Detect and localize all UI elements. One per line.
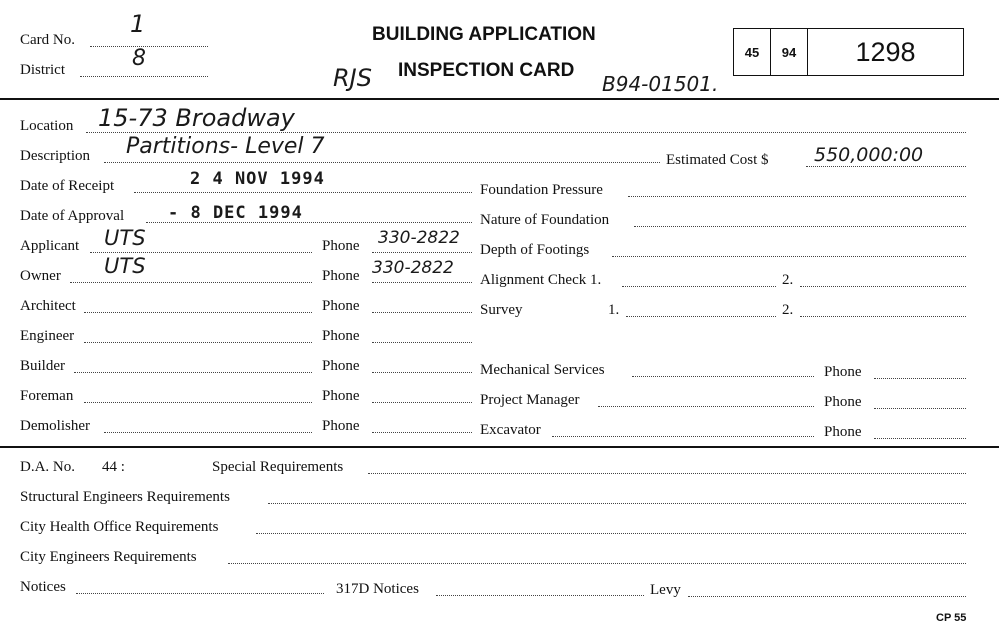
notices-317d-line	[436, 595, 644, 596]
da-label: D.A. No.	[20, 459, 75, 475]
estimated-cost-label: Estimated Cost $	[666, 152, 769, 168]
foreman-phone-label: Phone	[322, 388, 360, 404]
owner-value: UTS	[104, 254, 146, 278]
notices-317d-label: 317D Notices	[336, 581, 419, 597]
excavator-line	[552, 436, 814, 437]
project-manager-phone-label: Phone	[824, 394, 862, 410]
date-approval-label: Date of Approval	[20, 208, 125, 224]
structural-line	[268, 503, 966, 504]
builder-phone-label: Phone	[322, 358, 360, 374]
foreman-label: Foreman	[20, 388, 74, 404]
owner-label: Owner	[20, 268, 61, 284]
excavator-label: Excavator	[480, 422, 541, 438]
date-receipt-value: 2 4 NOV 1994	[190, 169, 325, 189]
box-code-2: 94	[771, 29, 808, 75]
reference-number: B94-01501.	[602, 72, 719, 96]
card-number-box	[733, 28, 964, 76]
depth-footings-label: Depth of Footings	[480, 242, 590, 258]
mechanical-phone-line	[874, 378, 966, 379]
applicant-phone-line	[372, 252, 472, 253]
date-approval-value: - 8 DEC 1994	[168, 203, 303, 223]
survey-line-1	[626, 316, 776, 317]
nature-foundation-label: Nature of Foundation	[480, 212, 610, 228]
estimated-cost-value: 550,000:00	[814, 144, 924, 166]
project-manager-label: Project Manager	[480, 392, 580, 408]
engineer-phone-line	[372, 342, 472, 343]
builder-label: Builder	[20, 358, 65, 374]
alignment-check-label: Alignment Check 1.	[480, 272, 602, 288]
district-value: 8	[132, 46, 146, 71]
form-subtitle: INSPECTION CARD	[398, 60, 575, 81]
special-requirements-label: Special Requirements	[212, 459, 344, 475]
survey-line-2	[800, 316, 966, 317]
excavator-phone-label: Phone	[824, 424, 862, 440]
box-number: 1298	[855, 36, 916, 67]
architect-label: Architect	[20, 298, 76, 314]
builder-phone-line	[372, 372, 472, 373]
health-label: City Health Office Requirements	[20, 519, 219, 535]
owner-line	[70, 282, 312, 283]
foreman-line	[84, 402, 312, 403]
initials: RJS	[333, 64, 372, 92]
description-label: Description	[20, 148, 90, 164]
survey-two-label: 2.	[782, 302, 794, 318]
project-manager-phone-line	[874, 408, 966, 409]
date-receipt-label: Date of Receipt	[20, 178, 115, 194]
demolisher-label: Demolisher	[20, 418, 90, 434]
applicant-label: Applicant	[20, 238, 80, 254]
owner-phone-value: 330-2822	[372, 258, 454, 278]
description-line	[104, 162, 660, 163]
mechanical-line	[632, 376, 814, 377]
engineer-phone-label: Phone	[322, 328, 360, 344]
district-line	[80, 76, 208, 77]
special-requirements-line	[368, 473, 966, 474]
architect-phone-label: Phone	[322, 298, 360, 314]
card-no-value: 1	[130, 10, 146, 38]
foundation-pressure-line	[628, 196, 966, 197]
applicant-phone-label: Phone	[322, 238, 360, 254]
demolisher-phone-line	[372, 432, 472, 433]
section-rule	[0, 446, 999, 448]
mechanical-phone-label: Phone	[824, 364, 862, 380]
form-title: BUILDING APPLICATION	[372, 24, 596, 45]
location-label: Location	[20, 118, 74, 134]
alignment-check-line-2	[800, 286, 966, 287]
box-code-1: 45	[734, 29, 771, 75]
form-code: CP 55	[936, 612, 967, 624]
card-no-line	[90, 46, 208, 47]
mechanical-label: Mechanical Services	[480, 362, 605, 378]
card-no-label: Card No.	[20, 32, 75, 48]
engineer-line	[84, 342, 312, 343]
applicant-line	[90, 252, 312, 253]
project-manager-line	[598, 406, 814, 407]
city-engineers-label: City Engineers Requirements	[20, 549, 197, 565]
health-line	[256, 533, 966, 534]
engineer-label: Engineer	[20, 328, 75, 344]
district-label: District	[20, 62, 65, 78]
owner-phone-label: Phone	[322, 268, 360, 284]
alignment-check-two-label: 2.	[782, 272, 794, 288]
header-rule	[0, 98, 999, 100]
builder-line	[74, 372, 312, 373]
foundation-pressure-label: Foundation Pressure	[480, 182, 603, 198]
demolisher-line	[104, 432, 312, 433]
nature-foundation-line	[634, 226, 966, 227]
levy-line	[688, 596, 966, 597]
foreman-phone-line	[372, 402, 472, 403]
owner-phone-line	[372, 282, 472, 283]
survey-one-label: 1.	[608, 302, 620, 318]
description-value: Partitions- Level 7	[126, 134, 325, 159]
location-line	[86, 132, 966, 133]
date-receipt-line	[134, 192, 472, 193]
architect-line	[84, 312, 312, 313]
da-value: 44 :	[102, 459, 125, 475]
excavator-phone-line	[874, 438, 966, 439]
applicant-phone-value: 330-2822	[378, 228, 460, 248]
notices-line	[76, 593, 324, 594]
demolisher-phone-label: Phone	[322, 418, 360, 434]
architect-phone-line	[372, 312, 472, 313]
depth-footings-line	[612, 256, 966, 257]
city-engineers-line	[228, 563, 966, 564]
location-value: 15-73 Broadway	[98, 104, 295, 132]
notices-label: Notices	[20, 579, 66, 595]
levy-label: Levy	[650, 582, 681, 598]
estimated-cost-line	[806, 166, 966, 167]
alignment-check-line-1	[622, 286, 776, 287]
applicant-value: UTS	[104, 226, 146, 250]
structural-label: Structural Engineers Requirements	[20, 489, 230, 505]
survey-label: Survey	[480, 302, 523, 318]
